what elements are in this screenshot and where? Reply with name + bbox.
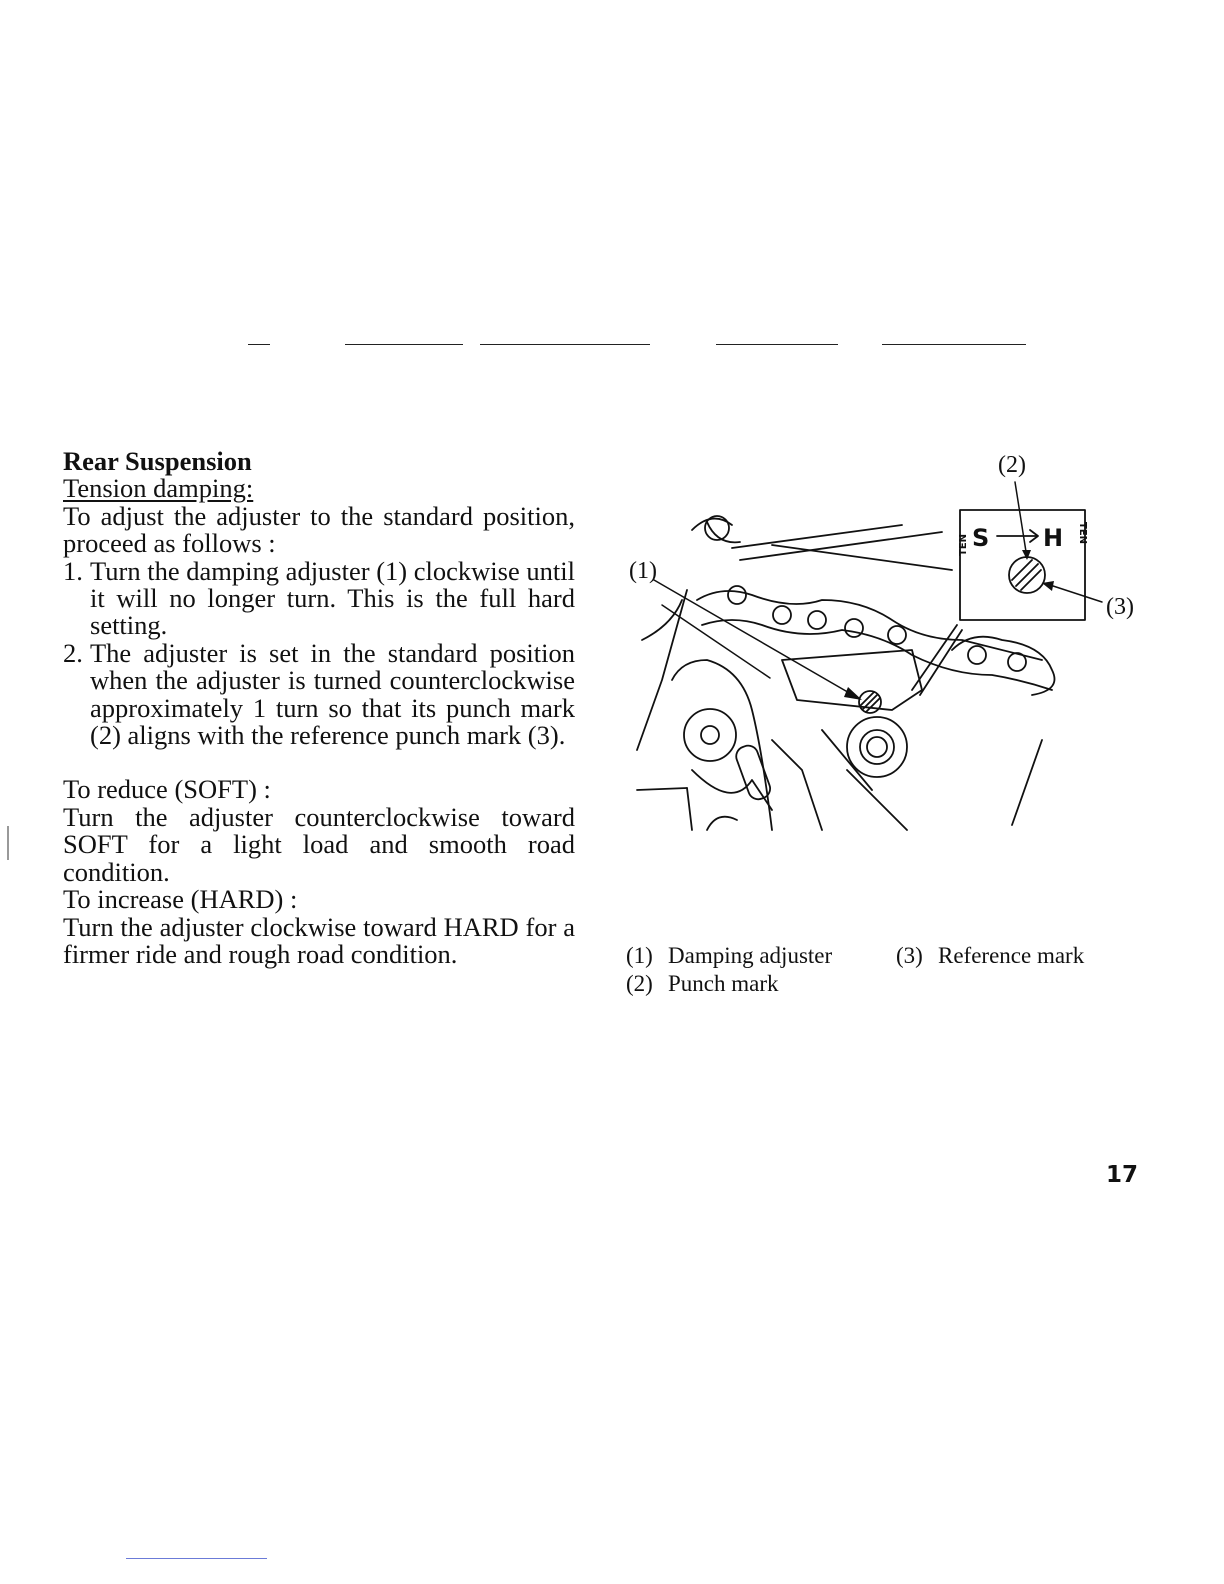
caption-number: (1) xyxy=(626,943,653,968)
callout-3: (3) xyxy=(1106,594,1134,620)
step-1 xyxy=(63,555,575,641)
inset-ten-left: TEN xyxy=(958,533,969,556)
inset-hard-mark: H xyxy=(1043,524,1064,552)
soft-label: To reduce (SOFT) : xyxy=(63,774,271,805)
callout-2: (2) xyxy=(998,452,1026,478)
margin-tick xyxy=(7,826,9,860)
bottom-link-underline xyxy=(126,1558,267,1559)
top-rule-2 xyxy=(345,344,463,345)
hard-text: Turn the adjuster clockwise toward HARD for a firmer ride and rough road condition. xyxy=(63,911,575,969)
inset-ten-right: TEN xyxy=(1077,522,1088,545)
step-text: The adjuster is set in the standard position when the adjuster is turned counterclockwise approximately 1 turn so that its punch mark (2) aligns with the reference punch mark (3). xyxy=(90,637,575,751)
top-rule-4 xyxy=(716,344,838,345)
step-number: 2. xyxy=(63,637,83,668)
caption-2 xyxy=(626,970,779,998)
section-heading: Rear Suspension xyxy=(63,446,252,476)
page-number: 17 xyxy=(1106,1162,1139,1188)
caption-text: Reference mark xyxy=(938,943,1085,968)
caption-number: (2) xyxy=(626,971,653,996)
top-rule-3 xyxy=(480,344,650,345)
section-subheading: Tension damping: xyxy=(63,473,254,504)
inset-soft-mark: S xyxy=(972,524,990,552)
caption-text: Punch mark xyxy=(668,971,779,996)
caption-number: (3) xyxy=(896,943,923,968)
callout-1: (1) xyxy=(629,558,657,584)
caption-text: Damping adjuster xyxy=(668,943,833,968)
top-rule-1 xyxy=(248,344,270,345)
suspension-line-drawing xyxy=(622,450,1142,850)
caption-1 xyxy=(626,942,832,970)
step-text: Turn the damping adjuster (1) clockwise until it will no longer turn. This is the full hard setting. xyxy=(90,555,575,641)
caption-3 xyxy=(896,942,1084,970)
soft-text: Turn the adjuster counterclockwise toward SOFT for a light load and smooth road condition. xyxy=(63,801,575,887)
step-number: 1. xyxy=(63,555,83,586)
hard-label: To increase (HARD) : xyxy=(63,884,298,915)
rear-suspension-section xyxy=(63,448,575,968)
step-2 xyxy=(63,637,575,751)
damping-adjuster-illustration xyxy=(622,450,1142,850)
top-rule-5 xyxy=(882,344,1026,345)
intro-paragraph: To adjust the adjuster to the standard position, proceed as follows : xyxy=(63,500,575,559)
